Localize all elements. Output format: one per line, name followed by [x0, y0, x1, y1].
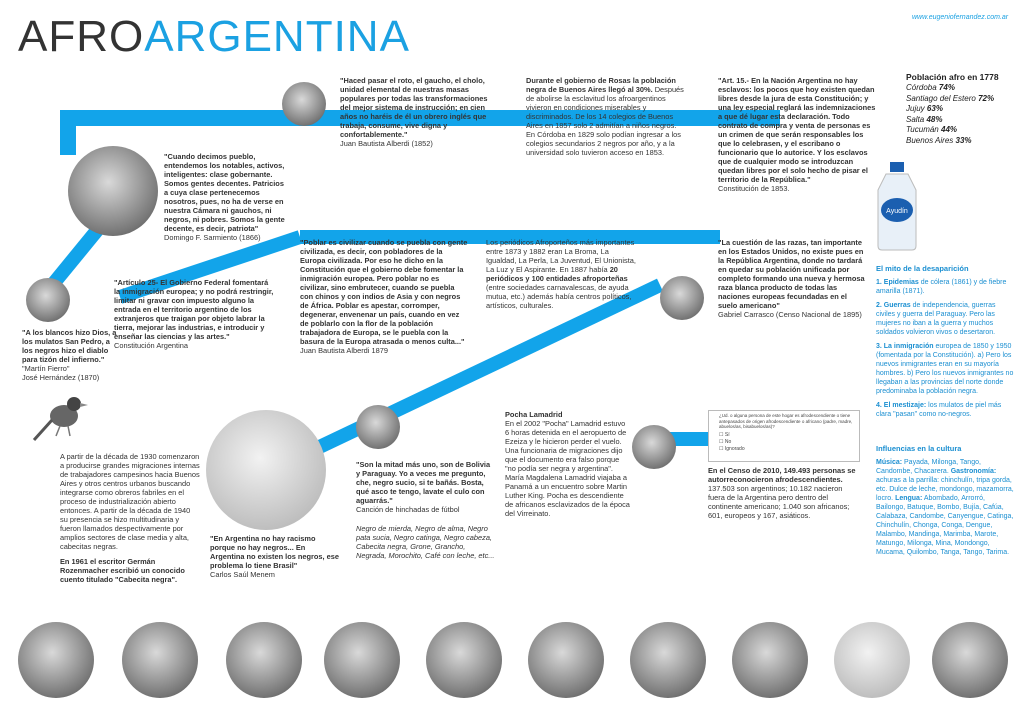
portrait-menem: [206, 410, 326, 530]
bottle-label: Ayudín: [886, 208, 908, 215]
quote-carrasco: "La cuestión de las razas, tan importante en los Estados Unidos, no existe pues en la República Argentina, donde no tardará en quedar su población unificada por completo formando una nueva y hermosa raza blanca producto de todas las naciones europeas fecundadas en el suelo americano" Gabriel Carrasco (Censo Nacional de 1895): [718, 238, 865, 319]
population-place: Tucumán: [906, 125, 939, 134]
bottom-portrait-8: [732, 622, 808, 698]
quote-sarmiento: "Cuando decimos pueblo, entendemos los notables, activos, inteligentes: clase gobernante. Somos gentes decentes. Patricios a cuya clase pertenecemos nosotros, pues, no ha de verse en nuestra Cámara ni gauchos, ni negros, ni pobres. Somos la gente decente, es decir, patriota" Domingo F. Sarmiento (1866): [164, 152, 285, 242]
portrait-hincha: [356, 405, 400, 449]
portrait-carrasco: [660, 276, 704, 320]
population-value: 48%: [926, 114, 943, 124]
bottom-portrait-3: [226, 622, 302, 698]
myth-list: [876, 278, 1016, 419]
myth-item-text: los mulatos de piel más clara "pasan" como no-negros.: [876, 402, 1002, 418]
myth-item: [876, 278, 1016, 296]
population-value: 63%: [926, 104, 943, 113]
bottom-portrait-1: [18, 622, 94, 698]
website-link[interactable]: www.eugeniofernandez.com.ar: [912, 14, 1009, 21]
population-value: 44%: [941, 125, 958, 134]
census-option-ignorado[interactable]: ☐ Ignorado: [719, 445, 745, 452]
myth-item: [876, 301, 1016, 337]
text-pocha: Pocha Lamadrid En el 2002 "Pocha" Lamadrid estuvo 6 horas detenida en el aeropuerto de Ezeiza y le hicieron perder el vuelo. Una funcionaria de migraciones dijo que el documento era falso porque "no podía ser negra y argentina". María Magdalena Lamadrid viajaba a Panamá a un encuentro sobre Martin Luther King. Pocha es descendiente de africanos esclavizados de la época del Virreinato.: [505, 410, 630, 518]
portrait-hernandez: [26, 278, 70, 322]
population-item: [906, 83, 1018, 94]
title-part-afro: AFRO: [18, 12, 145, 61]
population-value: 74%: [938, 83, 955, 92]
quote-art25: "Artículo 25- El Gobierno Federal fomentará la inmigración europea; y no podrá restringir, limitar ni gravar con impuesto alguno la entrada en el territorio argentino de los extranjeros que traigan por objeto labrar la tierra, mejorar las industrias, e introducir y enseñar las ciencias y las artes." Constitución Argentina: [114, 278, 274, 350]
bird-illustration: [30, 390, 90, 450]
quote-alberdi-1879: "Poblar es civilizar cuando se puebla con gente civilizada, es decir, con pobladores de la Europa civilizada. Por eso he dicho en la Constitución que el gobierno debe fomentar la inmigración europea. Pero poblar no es civilizar, sino embrutecer, cuando se puebla con chinos y con indios de Asia y con negros de África. Poblar es apestar, corromper, degenerar, envenenar un país, cuando en vez de poblarlo con la flor de la población trabajadora de Europa, se le puebla con la basura de la Europa atrasada o menos culta..." Juan Bautista Alberdi 1879: [300, 238, 468, 355]
myth-section: [876, 264, 1016, 424]
text-censo: En el Censo de 2010, 149.493 personas se autorreconocieron afrodescendientes. 137.503 son argentinos; 10.182 nacieron fuera de la Argentina pero dentro del continente americano; 1.040 son africanos; 601, europeos y 167, asiáticos.: [708, 466, 856, 520]
census-form: [708, 410, 860, 462]
culture-text: Música: Payada, Milonga, Tango, Candombe, Chacarera. Gastronomía: achuras a la parrilla: chinchulín, tripa gorda, etc. Dulce de leche, mondongo, mazamorra, locro. Lengua: Abombado, Arrorró, Bailongo, Batuque, Bombo, Bujía, Cafúa, Calabaza, Candombe, Canyengue, Catinga, Chinchulín, Chonga, Conga, Dengue, Malambo, Mandinga, Marimba, Marote, Matungo, Milonga, Mina, Mondongo, Mucama, Quilombo, Tanga, Tango, Tarima.: [876, 459, 1014, 556]
portrait-pocha: [632, 425, 676, 469]
myth-item-heading: 4. El mestizaje:: [876, 402, 927, 409]
population-value: 33%: [955, 135, 972, 145]
population-item: [906, 115, 1018, 126]
myth-item-text: europea de 1850 y 1950 (fomentada por la Constitución). a) Pero los nuevos inmigrantes eran en su mayoría hombres. b) Pero los nuevos inmigrantes no llegaban a las provincias del norte donde predominaba la población negra.: [876, 343, 1014, 395]
myth-title: El mito de la desaparición: [876, 264, 969, 273]
quote-art15: "Art. 15.- En la Nación Argentina no hay esclavos: los pocos que hoy existen quedan libres desde la jura de esta Constitución; y una ley especial reglará las indemnizaciones a que dé lugar esta declaración. Todo contrato de compra y venta de personas es un crimen de que serán responsables los que lo celebrasen, y el escribano o funcionario que lo autorice. Y los esclavos que de cualquier modo se introduzcan quedan libres por el solo hecho de pisar el territorio de la República." Constitución de 1853.: [718, 76, 876, 193]
bottom-portrait-4: [324, 622, 400, 698]
text-rosas: Durante el gobierno de Rosas la población negra de Buenos Aires llegó al 30%. Después de abolirse la esclavitud los afroargentinos vivieron en condiciones miserables y discriminados. De los 14 colegios de Buenos Aires en 1857 solo 2 admitían a niños negros. En Córdoba en 1829 solo podían ingresar a los colegios secundarios 2 negros por año, y a la universidad solo tuvieron acceso en 1853.: [526, 76, 684, 157]
population-item: [906, 104, 1018, 115]
census-option-no[interactable]: ☐ No: [719, 438, 732, 445]
quote-menem: "En Argentina no hay racismo porque no hay negros... En Argentina no existen los negros, ese problema lo tiene Brasil" Carlos Saúl Menem: [210, 534, 339, 579]
myth-item: [876, 342, 1016, 396]
myth-item-heading: 3. La inmigración: [876, 343, 934, 350]
bleach-bottle-image: [872, 160, 922, 252]
population-place: Salta: [906, 114, 925, 124]
population-item: [906, 136, 1018, 147]
bottom-portrait-9: [834, 622, 910, 698]
population-place: Jujuy: [906, 104, 925, 113]
myth-item-text: de independencia, guerras civiles y guerra del Paraguay. Pero las mujeres no iban a la guerra y muchos soldados volvieron vivos o desertaron.: [876, 302, 996, 336]
bottom-portrait-6: [528, 622, 604, 698]
population-1778: [906, 72, 1018, 146]
population-list: [906, 83, 1018, 146]
quote-hinchada: "Son la mitad más uno, son de Bolivia y Paraguay. Yo a veces me pregunto, che, negro sucio, si te bañás. Bosta, qué asco te tengo, lavate el culo con aguarrás." Canción de hinchadas de fútbol Negro de mierda, Negro de alma, Negro pata sucia, Negro catinga, Negro cabeza, Cabecita negra, Grone, Grancho, Negrada, Morochito, Café con leche, etc...: [356, 460, 495, 560]
quote-hernandez: "A los blancos hizo Dios, a los mulatos San Pedro, a los negros hizo el diablo para tizón del infierno." "Martín Fierro" José Hernández (1870): [22, 328, 117, 382]
title-part-argentina: ARGENTINA: [144, 12, 410, 61]
culture-section: [876, 444, 1016, 557]
population-item: [906, 94, 1018, 105]
culture-title: Influencias en la cultura: [876, 444, 962, 453]
text-migraciones: A partir de la década de 1930 comenzaron a producirse grandes migraciones internas de trabajadores campesinos hacia Buenos Aires y otros centros urbanos buscando integrarse como obreros fabriles en el proceso de industrialización abierto entonces. A partir de la década de 1940 su presencia se hizo multitudinaria y fueron llamados despectivamente por amplios sectores de clase media y alta, cabecitas negras. En 1961 el escritor Germán Rozenmacher escribió un conocido cuento titulado "Cabecita negra".: [60, 452, 200, 584]
quote-alberdi-1852: "Haced pasar el roto, el gaucho, el cholo, unidad elemental de nuestras masas populares por todas las transformaciones del mejor sistema de instrucción; en cien años no haréis de él un obrero inglés que trabaja, consume, vive digna y confortablemente." Juan Bautista Alberdi (1852): [340, 76, 488, 148]
population-item: [906, 125, 1018, 136]
population-place: Santiago del Estero: [906, 93, 976, 103]
myth-item-heading: 2. Guerras: [876, 302, 911, 309]
myth-item: [876, 401, 1016, 419]
bottom-portrait-7: [630, 622, 706, 698]
population-place: Córdoba: [906, 83, 937, 92]
text-periodicos: Los periódicos Afroporteños más importantes entre 1873 y 1882 eran La Broma, La Igualdad, La Perla, La Juventud, El Unionista, La Luz y El Aspirante. En 1887 había 20 periódicos y 100 entidades afroporteñas (entre sociedades carnavalescas, de ayuda mutua, etc.) además había centros políticos, artísticos, culturales.: [486, 238, 636, 310]
census-option-si[interactable]: ☐ Sí: [719, 431, 730, 438]
myth-item-text: de cólera (1861) y de fiebre amarilla (1871).: [876, 279, 1007, 295]
bottom-portrait-5: [426, 622, 502, 698]
portrait-sarmiento: [68, 146, 158, 236]
portrait-alberdi: [282, 82, 326, 126]
population-value: 72%: [978, 93, 995, 103]
census-form-question: ¿Ud. o alguna persona de este hogar es afrodescendiente o tiene antepasados de origen afrodescendiente o africano (padre, madre, abuelos/as, bisabuelos/as)?: [719, 413, 853, 429]
myth-item-heading: 1. Epidemias: [876, 279, 919, 286]
population-title: Población afro en 1778: [906, 72, 999, 82]
bottom-portrait-10: [932, 622, 1008, 698]
bottom-portrait-2: [122, 622, 198, 698]
bottom-portraits: [18, 622, 1008, 702]
population-place: Buenos Aires: [906, 135, 954, 145]
